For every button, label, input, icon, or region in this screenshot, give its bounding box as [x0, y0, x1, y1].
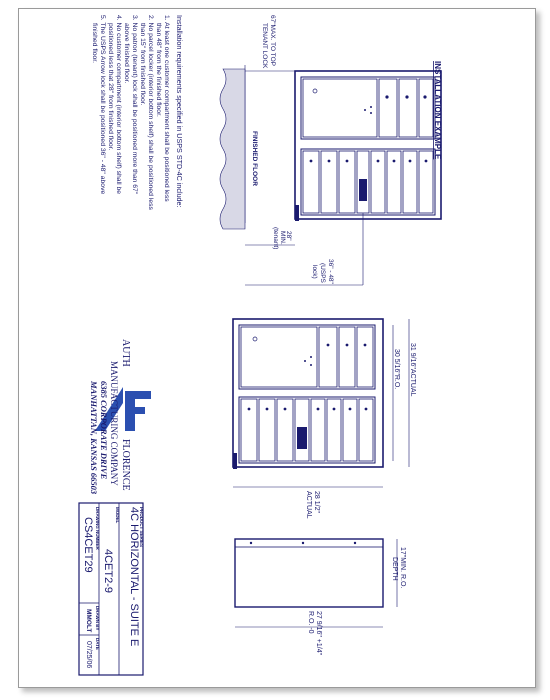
- company-block: [89, 339, 151, 495]
- note-line: than 48" from the finished floor.: [155, 23, 162, 117]
- lock-icon: [328, 160, 331, 163]
- dim-67-label: 67"MAX. TO TOP: [269, 15, 276, 66]
- side-view: [235, 539, 406, 656]
- compartment-door: [399, 79, 417, 137]
- dim-36-label: (USPS: [319, 263, 326, 283]
- front-view: [233, 319, 416, 519]
- installation-title: INSTALLATION EXAMPLE: [433, 61, 442, 160]
- installation-notes: [91, 15, 184, 211]
- dim-height: 28 1/2": [313, 491, 320, 513]
- lock-icon: [425, 160, 428, 163]
- parcel-door: [303, 79, 377, 137]
- door-hinge-icon: [253, 337, 257, 341]
- screw-icon: [302, 542, 304, 544]
- upper-block: [301, 77, 435, 139]
- dim-width-ro: 30 5/16"R.O.: [393, 349, 400, 390]
- usps-arrow-lock-icon: [297, 427, 307, 449]
- lock-icon: [377, 160, 380, 163]
- note-line: positioned less that 28" from finished floor.: [107, 23, 114, 151]
- lock-icon: [405, 95, 408, 98]
- note-line: 5. The USPS Arrow lock shall be positioned 36" - 48" above: [99, 15, 106, 195]
- lock-icon: [423, 95, 426, 98]
- lock-icon: [370, 112, 372, 114]
- lock-icon: [365, 408, 368, 411]
- note-line: 3. No patron (tenant) lock shall be positioned more than 67": [131, 15, 138, 195]
- dim-height: ACTUAL: [305, 491, 312, 519]
- base-trim: [233, 453, 237, 469]
- company-subtitle: MANUFACTURING COMPANY: [109, 361, 119, 486]
- note-line: 2. No parcel locker (interior bottom shelf) shall be positioned less: [147, 15, 154, 210]
- company-name: AUTH: [120, 339, 131, 367]
- floor-label: FINISHED FLOOR: [251, 131, 258, 186]
- dim-36-label: 36" - 48": [327, 259, 334, 284]
- side-flange: [235, 539, 383, 547]
- finished-floor-hatch: [220, 69, 245, 229]
- note-line: 4. No customer compartment (interior bottom shelf) shall be: [115, 15, 122, 195]
- notes-heading: Installation requirements specified in USPS STD-4C include:: [175, 15, 184, 208]
- depth-label: DEPTH: [391, 557, 398, 581]
- installation-example: [220, 15, 442, 285]
- dim-width-actual: 31 9/16"ACTUAL: [409, 343, 416, 397]
- screw-icon: [250, 542, 252, 544]
- dim-36-label: lock): [311, 265, 318, 279]
- side-body: [235, 539, 383, 607]
- lock-icon: [393, 160, 396, 163]
- lock-icon: [385, 95, 388, 98]
- lock-icon: [333, 408, 336, 411]
- title-block: [79, 503, 144, 675]
- lock-icon: [327, 344, 330, 347]
- lock-icon: [310, 160, 313, 163]
- drawing-number: CS4CET29: [82, 517, 94, 573]
- lock-icon: [346, 160, 349, 163]
- note-line: above finished floor.: [123, 23, 130, 84]
- company-address: 6385 CORPORATE DRIVE: [99, 381, 109, 480]
- lock-icon: [248, 408, 251, 411]
- technical-drawing: [19, 9, 535, 687]
- door-hinge-icon: [313, 89, 317, 93]
- side-height-label: 27 9/16" +1/4": [315, 611, 322, 656]
- parcel-door: [241, 327, 317, 387]
- drawn-by: MMOLT: [85, 609, 92, 633]
- model-label: MODEL: [115, 507, 120, 524]
- note-line: than 15" from finished floor.: [139, 23, 146, 106]
- date-label: DATE: [95, 638, 100, 650]
- compartment-door: [319, 327, 337, 387]
- note-line: finished floor.: [91, 23, 98, 64]
- lock-icon: [370, 106, 372, 108]
- lock-icon: [304, 360, 306, 362]
- lock-icon: [346, 344, 349, 347]
- drawing-number-label: DRAWING NUMBER: [95, 507, 100, 550]
- compartment-door: [357, 327, 373, 387]
- note-line: 1. At least one customer compartment shall be positioned less: [163, 15, 170, 202]
- compartment-door: [419, 79, 433, 137]
- drawn-by-label: DRAWN BY: [95, 606, 100, 631]
- depth-label: 17"MIN. R.O.: [399, 547, 406, 589]
- product-series: 4C HORIZONTAL - SUITE E: [128, 507, 140, 647]
- screw-icon: [354, 542, 356, 544]
- dim-28-label: 28": [285, 231, 292, 241]
- compartment-door: [339, 327, 355, 387]
- dim-28-label: MIN.: [279, 231, 286, 245]
- side-height-label: R.O. -0: [307, 611, 314, 634]
- usps-arrow-lock-icon: [359, 179, 367, 201]
- lock-icon: [310, 364, 312, 366]
- lock-icon: [284, 408, 287, 411]
- drawing-date: 07/25/06: [85, 641, 92, 669]
- lock-icon: [349, 408, 352, 411]
- lock-icon: [317, 408, 320, 411]
- lock-icon: [364, 109, 366, 111]
- drawing-sheet: [18, 8, 536, 688]
- model-number: 4CET2-9: [102, 549, 114, 594]
- product-series-label: PRODUCT SERIES: [139, 507, 144, 548]
- dim-67-label: TENANT LOCK: [261, 23, 268, 69]
- base-trim: [295, 205, 299, 221]
- company-name: FLORENCE: [120, 439, 131, 491]
- lock-icon: [364, 344, 367, 347]
- lock-icon: [266, 408, 269, 411]
- company-address: MANHATTAN, KANSAS 66503: [89, 381, 99, 495]
- lock-icon: [409, 160, 412, 163]
- lock-icon: [310, 356, 312, 358]
- dim-28-label: (tenant): [272, 227, 279, 250]
- compartment-door: [379, 79, 397, 137]
